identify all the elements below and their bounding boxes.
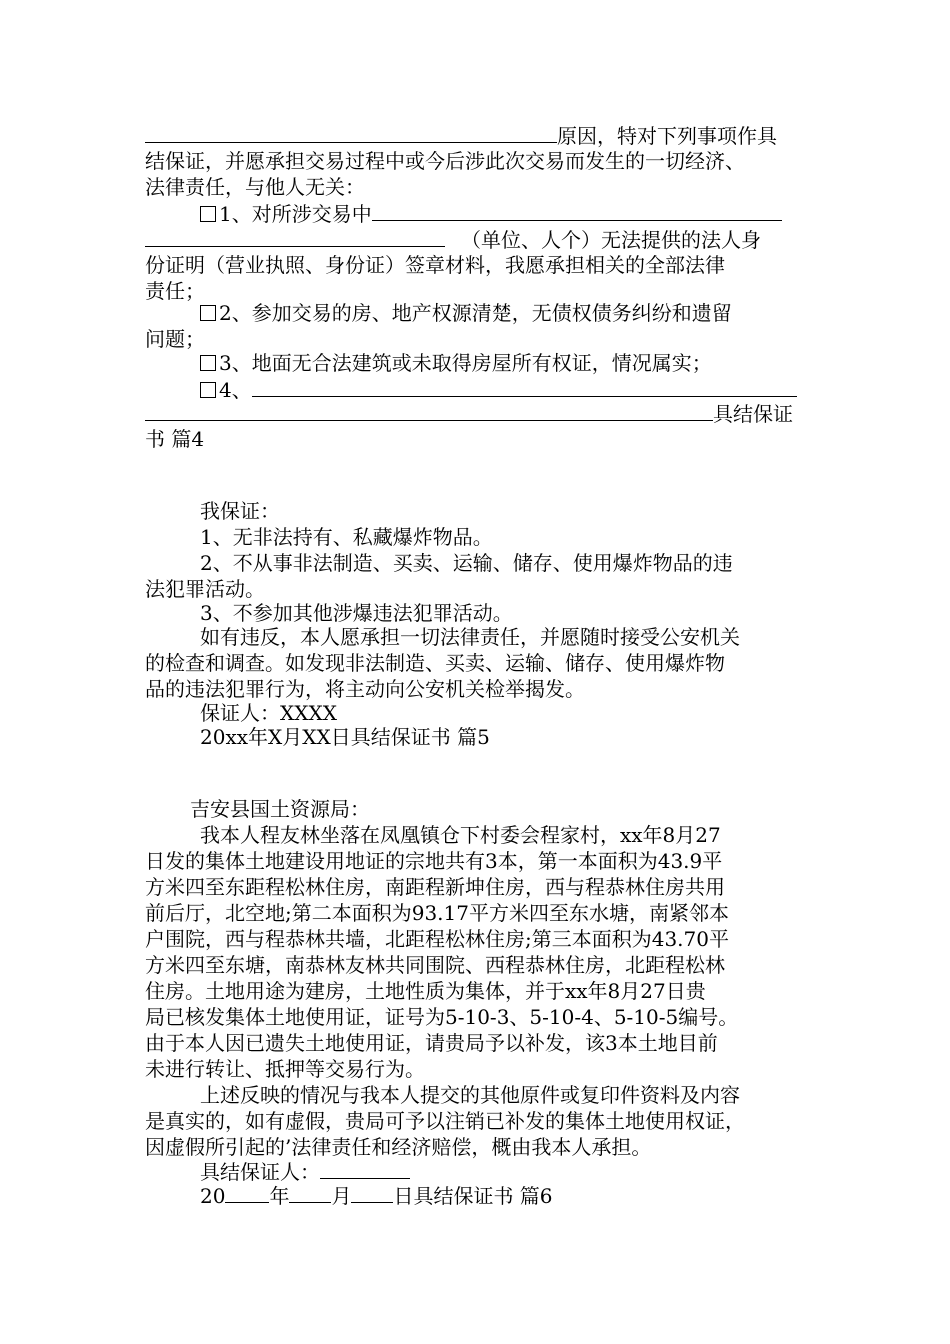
paragraph-line: 方米四至东塘，南恭林友林共同围院、西程恭林住房，北距程松林: [145, 953, 725, 977]
paragraph-line: 因虚假所引起的’法律责任和经济赔偿，概由我本人承担。: [145, 1135, 652, 1159]
text: 年: [269, 1184, 290, 1208]
text: 具结保证: [713, 402, 793, 426]
paragraph-line: 责任；: [145, 279, 205, 303]
blank-line: [145, 226, 445, 247]
paragraph-line: 未进行转让、抵押等交易行为。: [145, 1057, 425, 1081]
text: 2、参加交易的房、地产权源清楚，无债权债务纠纷和遗留: [219, 301, 732, 325]
paragraph-line: 住房。土地用途为建房，土地性质为集体，并于xx年8月27日贵: [145, 979, 706, 1003]
text: （单位、人个）无法提供的法人身: [461, 228, 761, 252]
paragraph-line: 1、无非法持有、私藏爆炸物品。: [200, 525, 493, 549]
item-3: [200, 350, 865, 376]
paragraph-line: 户围院，西与程恭林共墙，北距程松林住房;第三本面积为43.70平: [145, 927, 729, 951]
paragraph-line: 日发的集体土地建设用地证的宗地共有3本，第一本面积为43.9平: [145, 849, 723, 873]
text: 4、: [219, 378, 252, 402]
paragraph-line: 结保证，并愿承担交易过程中或今后涉此次交易而发生的一切经济、: [145, 149, 745, 173]
line-reason: [145, 122, 810, 149]
text: 3、地面无合法建筑或未取得房屋所有权证，情况属实；: [219, 351, 712, 375]
paragraph-line: 如有违反，本人愿承担一切法律责任，并愿随时接受公安机关: [200, 625, 740, 649]
addressee: 吉安县国土资源局：: [190, 797, 370, 821]
paragraph-line: 法律责任，与他人无关：: [145, 175, 365, 199]
section-heading: 书 篇4: [145, 427, 205, 451]
text: 原因，特对下列事项作具: [557, 124, 777, 148]
item-4-line-2: [145, 400, 810, 427]
text: 1、对所涉交易中: [219, 202, 372, 226]
paragraph-line: 问题；: [145, 327, 205, 351]
item-2: [200, 300, 865, 326]
paragraph-line: 我本人程友林坐落在凤凰镇仓下村委会程家村，xx年8月27: [200, 823, 721, 847]
paragraph-line: 3、不参加其他涉爆违法犯罪活动。: [200, 601, 513, 625]
paragraph-line: 2、不从事非法制造、买卖、运输、储存、使用爆炸物品的违: [200, 551, 733, 575]
paragraph-line: 品的违法犯罪行为，将主动向公安机关检举揭发。: [145, 677, 585, 701]
paragraph-line: 方米四至东距程松林住房，南距程新坤住房，西与程恭林住房共用: [145, 875, 725, 899]
checkbox[interactable]: [200, 382, 216, 398]
year-blank[interactable]: [225, 1182, 269, 1203]
paragraph-line: 是真实的，如有虚假，贵局可予以注销已补发的集体土地使用权证，: [145, 1109, 745, 1133]
signature-blank[interactable]: [320, 1158, 410, 1179]
item-1: [200, 200, 865, 227]
item-4: [200, 376, 865, 403]
paragraph-line: 我保证：: [200, 499, 280, 523]
section-heading: 20xx年X月XX日具结保证书 篇5: [200, 725, 490, 749]
item-1-line-2: [145, 226, 810, 253]
text: 具结保证人：: [200, 1160, 320, 1184]
checkbox[interactable]: [200, 206, 216, 222]
blank-line: [145, 400, 713, 421]
blank-line: [372, 200, 782, 221]
guarantor-line: 保证人：XXXX: [200, 701, 337, 725]
paragraph-line: 由于本人因已遗失土地使用证，请贵局予以补发，该3本土地目前: [145, 1031, 718, 1055]
checkbox[interactable]: [200, 305, 216, 321]
text: 日具结保证书 篇6: [393, 1184, 553, 1208]
paragraph-line: 的检查和调查。如发现非法制造、买卖、运输、储存、使用爆炸物: [145, 651, 725, 675]
day-blank[interactable]: [351, 1182, 393, 1203]
blank-line: [252, 376, 797, 397]
text: 20: [200, 1184, 226, 1208]
text: 月: [331, 1184, 352, 1208]
paragraph-line: 局已核发集体土地使用证，证号为5-10-3、5-10-4、5-10-5编号。: [145, 1005, 739, 1029]
paragraph-line: 法犯罪活动。: [145, 577, 265, 601]
date-line: [200, 1182, 865, 1209]
paragraph-line: 前后厅，北空地;第二本面积为93.17平方米四至东水塘，南紧邻本: [145, 901, 729, 925]
paragraph-line: 上述反映的情况与我本人提交的其他原件或复印件资料及内容: [200, 1083, 740, 1107]
paragraph-line: 份证明（营业执照、身份证）签章材料，我愿承担相关的全部法律: [145, 253, 725, 277]
signer-line: [200, 1158, 865, 1185]
checkbox[interactable]: [200, 355, 216, 371]
month-blank[interactable]: [289, 1182, 331, 1203]
blank-line: [145, 122, 557, 143]
